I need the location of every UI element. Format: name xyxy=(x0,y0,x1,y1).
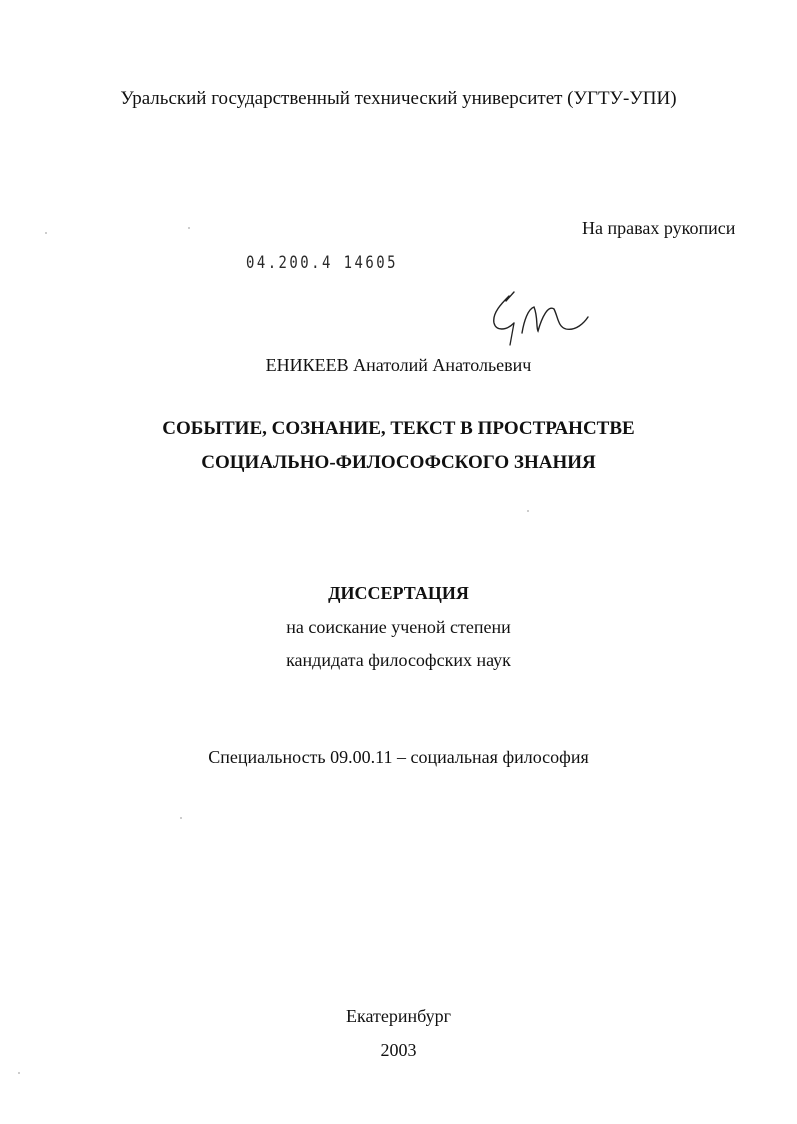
degree-name: кандидата философских наук xyxy=(286,650,511,670)
author-name: ЕНИКЕЕВ Анатолий Анатольевич xyxy=(265,355,532,375)
dissertation-title-line-1: СОБЫТИЕ, СОЗНАНИЕ, ТЕКСТ В ПРОСТРАНСТВЕ xyxy=(162,418,635,439)
scan-speck xyxy=(188,227,190,229)
scan-speck xyxy=(18,1072,20,1074)
scan-speck xyxy=(527,510,529,512)
institution-name: Уральский государственный технический университет (УГТУ-УПИ) xyxy=(120,88,677,109)
specialty-line: Специальность 09.00.11 – социальная философия xyxy=(208,747,589,767)
year: 2003 xyxy=(380,1040,417,1060)
dissertation-title-line-2: СОЦИАЛЬНО-ФИЛОСОФСКОГО ЗНАНИЯ xyxy=(201,452,596,473)
scan-speck xyxy=(45,232,47,234)
degree-purpose: на соискание ученой степени xyxy=(286,617,511,637)
handwritten-signature xyxy=(484,287,594,347)
work-type-heading: ДИССЕРТАЦИЯ xyxy=(328,583,469,603)
scan-speck xyxy=(180,817,182,819)
registration-stamp: 04.200.4 14605 xyxy=(246,253,398,273)
city: Екатеринбург xyxy=(346,1006,451,1026)
manuscript-rights-note: На правах рукописи xyxy=(582,218,736,238)
